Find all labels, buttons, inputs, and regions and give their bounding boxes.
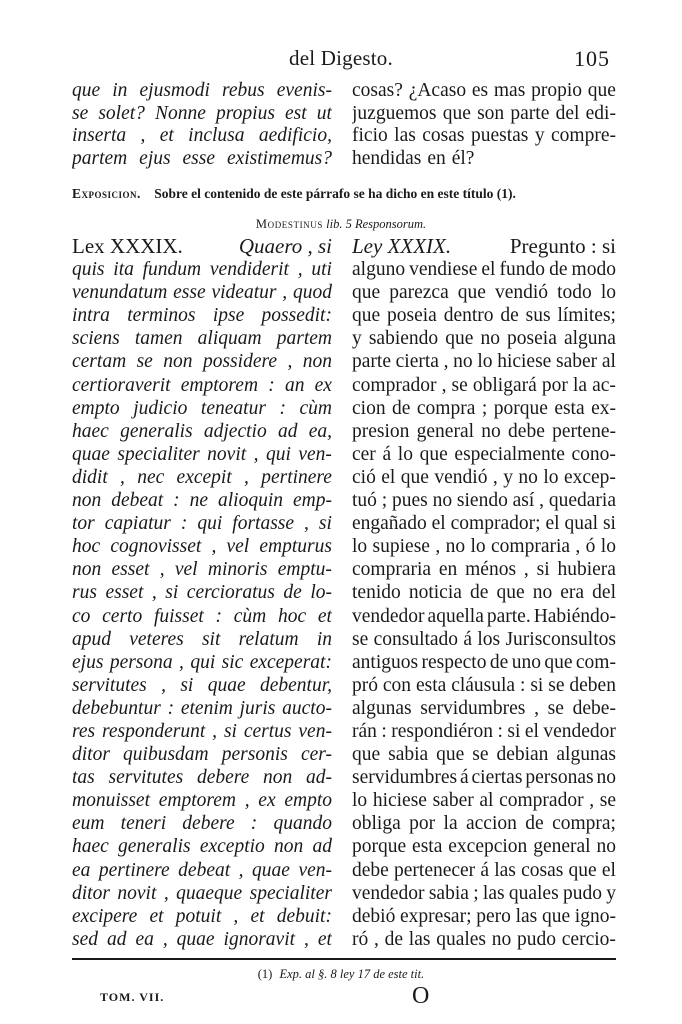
latin-text-line: rus esset , si cercioratus de lo- <box>72 582 332 604</box>
latin-text-line: res responderunt , si certus ven- <box>72 720 332 742</box>
latin-text-line: ea pertinere debeat , quae ven- <box>72 859 332 881</box>
latin-text-line: non debeat : ne alioquin emp- <box>72 490 332 512</box>
latin-text-line: hoc cognovisset , vel empturus <box>72 536 332 558</box>
tome-label: TOM. VII. <box>100 990 165 1004</box>
spanish-text-line: que poseia dentro de sus límites; <box>352 305 616 327</box>
latin-text-line: venundatum esse videatur , quod <box>72 282 332 304</box>
footnote-mark: (1) <box>257 967 273 981</box>
spanish-text-line: algunas servidumbres , se debe- <box>352 697 616 719</box>
latin-law-first-line <box>72 235 332 258</box>
spanish-text-line: y sabiendo que no poseia alguna <box>352 328 616 350</box>
spanish-text-line: comprador , se obligará por la ac- <box>352 374 616 396</box>
footnote <box>0 967 682 982</box>
footnote-text: Exp. al §. 8 ley 17 de este tit. <box>279 967 425 981</box>
latin-text-line: co certo fuisset : cùm hoc et <box>72 605 332 627</box>
latin-text-line: que in ejusmodi rebus evenis- <box>72 80 332 101</box>
latin-law-column <box>72 235 332 951</box>
spanish-text-line: parte cierta , no lo hiciese saber al <box>352 351 616 373</box>
spanish-text-line: porque esta excepcion general no <box>352 836 616 858</box>
latin-text-line: excipere et potuit , et debuit: <box>72 905 332 927</box>
spanish-text-line: rán : respondiéron : si el vendedor <box>352 720 616 742</box>
latin-text-line: apud veteres sit relatum in <box>72 628 332 650</box>
spanish-text-line: vendedor aquella parte. Habiéndo- <box>352 605 616 627</box>
latin-text-line: tas servitutes debere non ad- <box>72 767 332 789</box>
latin-text-line: empto judicio teneatur : cùm <box>72 397 332 419</box>
latin-text-line: non esset , vel minoris emptu- <box>72 559 332 581</box>
spanish-text-line: obliga por la accion de compra; <box>352 813 616 835</box>
latin-text-line: debebuntur : etenim juris aucto- <box>72 697 332 719</box>
latin-text-line: quae specialiter novit , qui ven- <box>72 443 332 465</box>
spanish-text-line: lo supiese , no lo compraria , ó lo <box>352 536 616 558</box>
latin-text-line: sciens tamen aliquam partem <box>72 328 332 350</box>
spanish-text-line: compraria en ménos , si hubiera <box>352 559 616 581</box>
spanish-text-line: alguno vendiese el fundo de modo <box>352 259 616 281</box>
page-number: 105 <box>574 46 610 71</box>
latin-text-line: haec generalis adjectio ad ea, <box>72 420 332 442</box>
latin-text-line: se solet? Nonne propius est ut <box>72 102 332 124</box>
latin-first-line-text: Quaero , si <box>238 235 332 258</box>
latin-text-line: haec generalis exceptio non ad <box>72 836 332 858</box>
latin-text-line: tor capiatur : qui fortasse , si <box>72 513 332 535</box>
running-head <box>0 46 682 76</box>
spanish-law-column <box>352 235 616 951</box>
latin-text-line: sed ad ea , quae ignoravit , et <box>72 928 332 950</box>
source-author: Modestinus <box>255 217 323 231</box>
latin-text-line: ditor novit , quaeque specialiter <box>72 882 332 904</box>
signature-mark: O <box>412 983 430 1009</box>
spanish-text-line: que parezca que vendió todo lo <box>352 282 616 304</box>
footnote-rule <box>72 958 616 960</box>
source-attribution <box>0 217 682 232</box>
latin-text-line: eum teneri debere : quando <box>72 813 332 835</box>
spanish-text-line: lo hiciese saber al comprador , se <box>352 790 616 812</box>
exposicion-note <box>72 186 620 202</box>
spanish-text-line: debe pertenecer á las cosas que el <box>352 859 616 881</box>
spanish-first-line-text: Pregunto : si <box>509 235 616 258</box>
latin-text-line: ditor quibusdam personis cer- <box>72 744 332 766</box>
ley-heading: Ley XXXIX. <box>352 235 452 258</box>
spanish-text-line: presion general no debe pertene- <box>352 420 616 442</box>
source-reference: lib. 5 Responsorum. <box>326 217 427 231</box>
latin-text-line: partem ejus esse existimemus? <box>72 147 332 169</box>
latin-text-line: inserta , et inclusa aedificio, <box>72 125 332 146</box>
latin-text-line: intra terminos ipse possedit: <box>72 305 332 327</box>
lex-heading: Lex XXXIX. <box>72 235 183 258</box>
latin-text-line: monuisset emptorem , ex empto <box>72 790 332 812</box>
spanish-text-line: pró con esta cláusula : si se deben <box>352 674 616 696</box>
spanish-text-line: se consultado á los Jurisconsultos <box>352 628 616 650</box>
spanish-text-line: tenido noticia de que no era del <box>352 582 616 604</box>
spanish-text-line: ró , de las quales no pudo cercio- <box>352 928 616 950</box>
spanish-text-line: tuó ; pues no siendo así , quedaria <box>352 490 616 512</box>
latin-text-line: certioraverit emptorem : an ex <box>72 374 332 396</box>
spanish-text-line: hendidas en él? <box>352 147 475 169</box>
spanish-text-line: cion de compra ; porque esta ex- <box>352 397 616 419</box>
spanish-text-line: antiguos respecto de uno que com- <box>352 651 616 673</box>
spanish-text-line: que sabia que se debian algunas <box>352 744 616 766</box>
spanish-column-top <box>352 80 616 170</box>
latin-text-line: didit , nec excepit , pertinere <box>72 466 332 488</box>
spanish-law-first-line <box>352 235 616 258</box>
exposicion-text: Sobre el contenido de este párrafo se ha dicho en este título (1). <box>154 186 516 201</box>
spanish-text-line: ció el que vendió , y no lo excep- <box>352 466 616 488</box>
spanish-text-line: cosas? ¿Acaso es mas propio que <box>352 80 616 101</box>
latin-text-line: quis ita fundum vendiderit , uti <box>72 259 332 281</box>
latin-column-top <box>72 80 332 170</box>
spanish-text-line: juzguemos que son parte del edi- <box>352 102 616 124</box>
spanish-text-line: cer á lo que especialmente cono- <box>352 443 616 465</box>
latin-text-line: ejus persona , qui sic exceperat: <box>72 651 332 673</box>
latin-text-line: servitutes , si quae debentur, <box>72 674 332 696</box>
spanish-text-line: vendedor sabia ; las quales pudo y <box>352 882 616 904</box>
running-title: del Digesto. <box>289 46 393 70</box>
spanish-text-line: engañado el comprador; el qual si <box>352 513 616 535</box>
latin-text-line: certam se non possidere , non <box>72 351 332 373</box>
spanish-text-line: debió expresar; pero las que igno- <box>352 905 616 927</box>
spanish-text-line: ficio las cosas puestas y compre- <box>352 125 616 146</box>
exposicion-label: Exposicion. <box>72 186 141 201</box>
spanish-text-line: servidumbres á ciertas personas no <box>352 767 616 789</box>
